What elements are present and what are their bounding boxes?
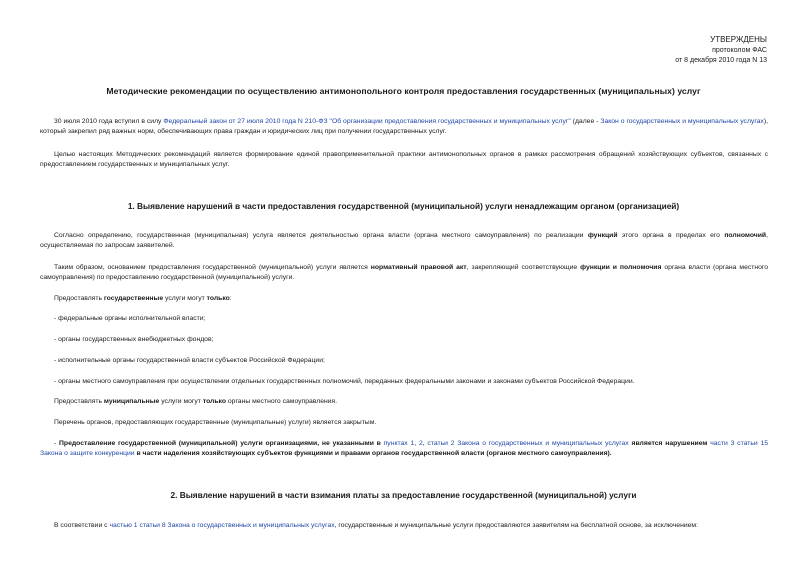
text-span: этого органа в пределах его bbox=[617, 232, 725, 239]
items-1-link[interactable]: пунктах 1 bbox=[383, 440, 415, 447]
list-item: - органы государственных внебюджетных фондов; bbox=[54, 336, 214, 343]
section-1-paragraph-6 bbox=[40, 439, 768, 459]
approval-protocol: протоколом ФАС bbox=[712, 46, 767, 54]
bold-term: только bbox=[206, 295, 230, 302]
approval-heading: УТВЕРЖДЕНЫ bbox=[710, 35, 767, 44]
text-span: ), который закрепил ряд важных норм, обеспечивающих права граждан и юридических лиц при получении государственных услуг. bbox=[40, 118, 768, 136]
text-span: : bbox=[229, 295, 232, 302]
bold-term: Предоставление государственной (муниципальной) услуги организациями, не указанными в bbox=[59, 440, 384, 447]
text-span: Таким образом, основанием предоставления государственной (муниципальной) услуги является bbox=[54, 264, 371, 271]
item-2-link[interactable]: 2 bbox=[418, 440, 423, 447]
text-span: Предоставлять bbox=[54, 398, 104, 405]
section-1-paragraph-3 bbox=[40, 294, 768, 304]
bold-term: является нарушением bbox=[628, 440, 711, 447]
text-span: , закрепляющий соответствующие bbox=[466, 264, 581, 271]
bold-term: государственные bbox=[103, 295, 164, 302]
bold-term: полномочий bbox=[724, 232, 767, 239]
approval-date: от 8 декабря 2010 года N 13 bbox=[675, 57, 767, 64]
law-services-link[interactable]: Закон о государственных и муниципальных услугах bbox=[600, 118, 764, 125]
text-span: Предоставлять bbox=[54, 295, 104, 302]
text-span: услуги могут bbox=[159, 398, 203, 405]
list-item: - органы местного самоуправления при осуществлении отдельных государственных полномочий, переданных федеральными законами и законами субъектов Российской Федерации. bbox=[54, 378, 635, 385]
text-span: - bbox=[54, 440, 60, 447]
text-span: органы местного самоуправления. bbox=[226, 398, 338, 405]
bold-term: нормативный правовой акт bbox=[370, 264, 467, 271]
text-span: , государственные и муниципальные услуги предоставляются заявителям на бесплатной основе, за исключением: bbox=[334, 522, 698, 529]
list-item: - исполнительные органы государственной власти субъектов Российской Федерации; bbox=[54, 357, 325, 364]
bold-term: функции и полномочия bbox=[580, 264, 662, 271]
article-8-link[interactable]: частью 1 статьи 8 Закона о государственных и муниципальных услугах bbox=[109, 522, 335, 529]
section-2-heading: 2. Выявление нарушений в части взимания платы за предоставление государственной (муниципальной) услуги bbox=[170, 490, 637, 500]
bold-term: функций bbox=[587, 232, 618, 239]
bold-term: муниципальные bbox=[103, 398, 160, 405]
text-span: , bbox=[414, 440, 419, 447]
section-2-paragraph-1 bbox=[40, 521, 768, 531]
text-span: 30 июля 2010 года вступил в силу bbox=[54, 118, 164, 125]
section-1-heading: 1. Выявление нарушений в части предоставления государственной (муниципальной) услуги ненадлежащим органом (организацией) bbox=[127, 201, 680, 211]
bold-term: в части наделения хозяйствующих субъектов функциями и правами органов государственной власти (органов местного самоуправления). bbox=[134, 450, 612, 458]
intro-paragraph-2: Целью настоящих Методических рекомендаций является формирование единой правоприменительной практики антимонопольных органов в рамках рассмотрения обращений хозяйствующих субъектов, связанных с предоставлением государственных и муниципальных услуг. bbox=[40, 151, 768, 169]
approval-block bbox=[675, 35, 767, 67]
text-span: В соответствии с bbox=[54, 522, 110, 529]
text-span: органа власти (органа местного самоуправления) по предоставлению государственной (муниципальной) услуги. bbox=[40, 264, 768, 282]
article-2-link[interactable]: статьи 2 Закона о государственных и муниципальных услугах bbox=[427, 440, 629, 447]
text-span: , осуществляемая по запросам заявителей. bbox=[40, 232, 768, 250]
competition-law-link[interactable]: части 3 статьи 15 Закона о защите конкуренции bbox=[40, 440, 769, 458]
section-1-paragraph-5: Перечень органов, предоставляющих государственные (муниципальные) услуги) является закрытым. bbox=[54, 419, 377, 426]
document-title: Методические рекомендации по осуществлению антимонопольного контроля предоставления государственных (муниципальных) услуг bbox=[106, 86, 701, 96]
text-span: (далее - bbox=[570, 118, 601, 125]
text-span: услуги могут bbox=[163, 295, 207, 302]
list-item: - федеральные органы исполнительной власти; bbox=[54, 315, 206, 322]
section-1-paragraph-1 bbox=[40, 231, 768, 251]
text-span: , bbox=[422, 440, 428, 447]
intro-paragraph-1 bbox=[40, 117, 768, 137]
text-span: Согласно определению, государственная (муниципальная) услуга является деятельностью органа власти (органа местного самоуправления) по реализации bbox=[54, 232, 588, 239]
law-210-fz-link[interactable]: Федеральный закон от 27 июля 2010 года N 210-ФЗ "Об организации предоставления государственных и муниципальных услуг" bbox=[163, 118, 571, 125]
section-1-paragraph-4 bbox=[40, 397, 768, 407]
bold-term: только bbox=[202, 398, 227, 405]
section-1-paragraph-2 bbox=[40, 263, 768, 283]
